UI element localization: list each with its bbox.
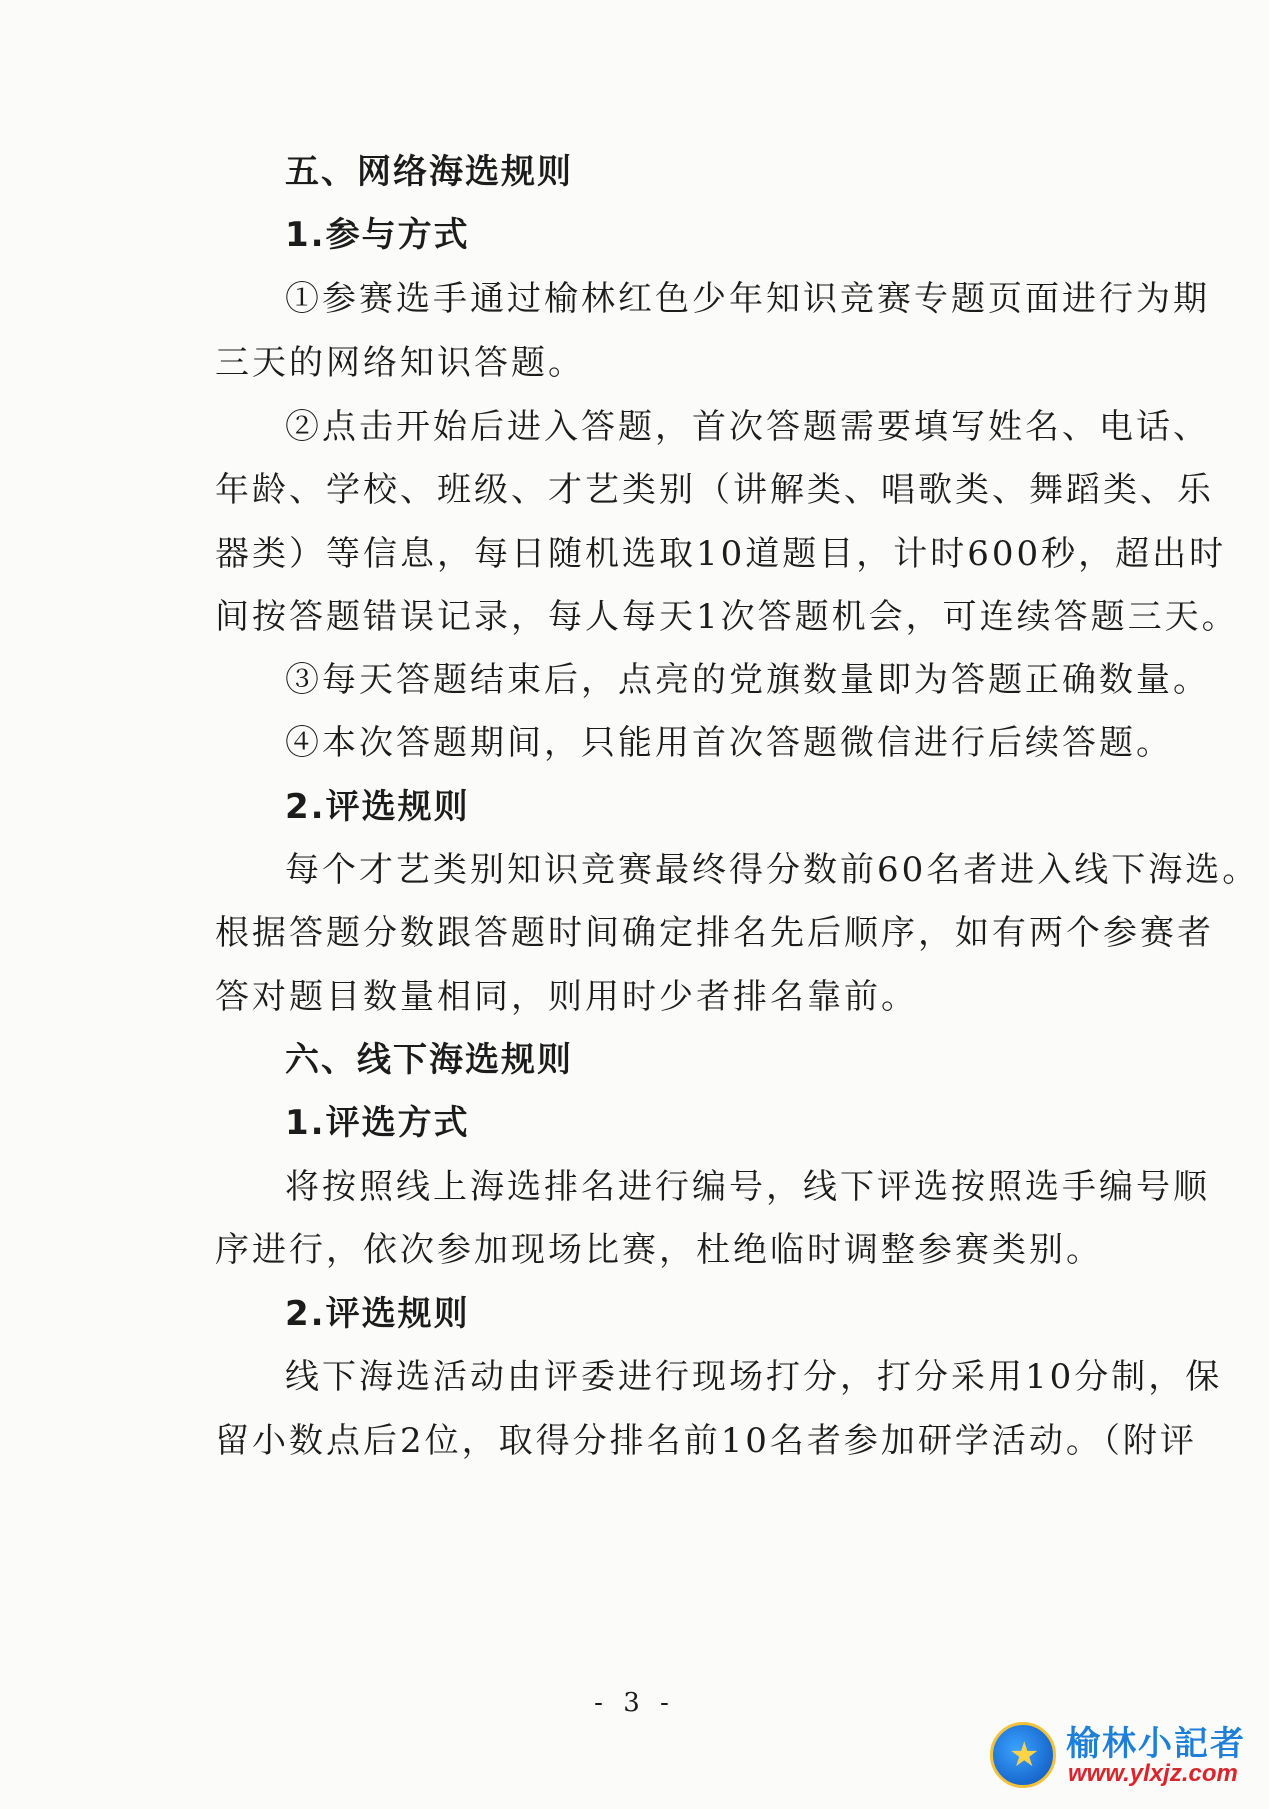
paragraph-line: 每个才艺类别知识竞赛最终得分数前60名者进入线下海选。 (285, 850, 1260, 890)
watermark-url[interactable]: www.ylxjz.com (1068, 1760, 1238, 1787)
paragraph-line: 间按答题错误记录，每人每天1次答题机会，可连续答题三天。 (215, 597, 1239, 637)
watermark-logo-icon: ★ (990, 1722, 1056, 1788)
page-number: - 3 - (594, 1688, 675, 1718)
paragraph-line: 答对题目数量相同，则用时少者排名靠前。 (215, 977, 918, 1017)
paragraph-line: 将按照线上海选排名进行编号，线下评选按照选手编号顺 (285, 1167, 1210, 1207)
section-5-heading: 五、网络海选规则 (285, 152, 573, 192)
paragraph-line: 根据答题分数跟答题时间确定排名先后顺序，如有两个参赛者 (215, 913, 1214, 953)
paragraph-line: ③每天答题结束后，点亮的党旗数量即为答题正确数量。 (285, 660, 1210, 700)
paragraph-line: 序进行，依次参加现场比赛，杜绝临时调整参赛类别。 (215, 1230, 1103, 1270)
paragraph-line: 三天的网络知识答题。 (215, 343, 585, 383)
section-6-1-heading: 1.评选方式 (285, 1103, 470, 1143)
watermark (990, 1714, 1250, 1794)
paragraph-line: 年龄、学校、班级、才艺类别（讲解类、唱歌类、舞蹈类、乐 (215, 470, 1214, 510)
section-5-1-heading: 1.参与方式 (285, 215, 470, 255)
section-5-2-heading: 2.评选规则 (285, 787, 470, 827)
section-6-heading: 六、线下海选规则 (285, 1040, 573, 1080)
paragraph-line: 留小数点后2位，取得分排名前10名者参加研学活动。（附评 (215, 1421, 1197, 1461)
paragraph-line: ④本次答题期间，只能用首次答题微信进行后续答题。 (285, 723, 1173, 763)
paragraph-line: ①参赛选手通过榆林红色少年知识竞赛专题页面进行为期 (285, 279, 1210, 319)
watermark-title: 榆林小記者 (1066, 1724, 1246, 1764)
paragraph-line: 器类）等信息，每日随机选取10道题目，计时600秒，超出时 (215, 534, 1227, 574)
paragraph-line: ②点击开始后进入答题，首次答题需要填写姓名、电话、 (285, 407, 1210, 447)
paragraph-line: 线下海选活动由评委进行现场打分，打分采用10分制，保 (285, 1357, 1223, 1397)
section-6-2-heading: 2.评选规则 (285, 1294, 470, 1334)
